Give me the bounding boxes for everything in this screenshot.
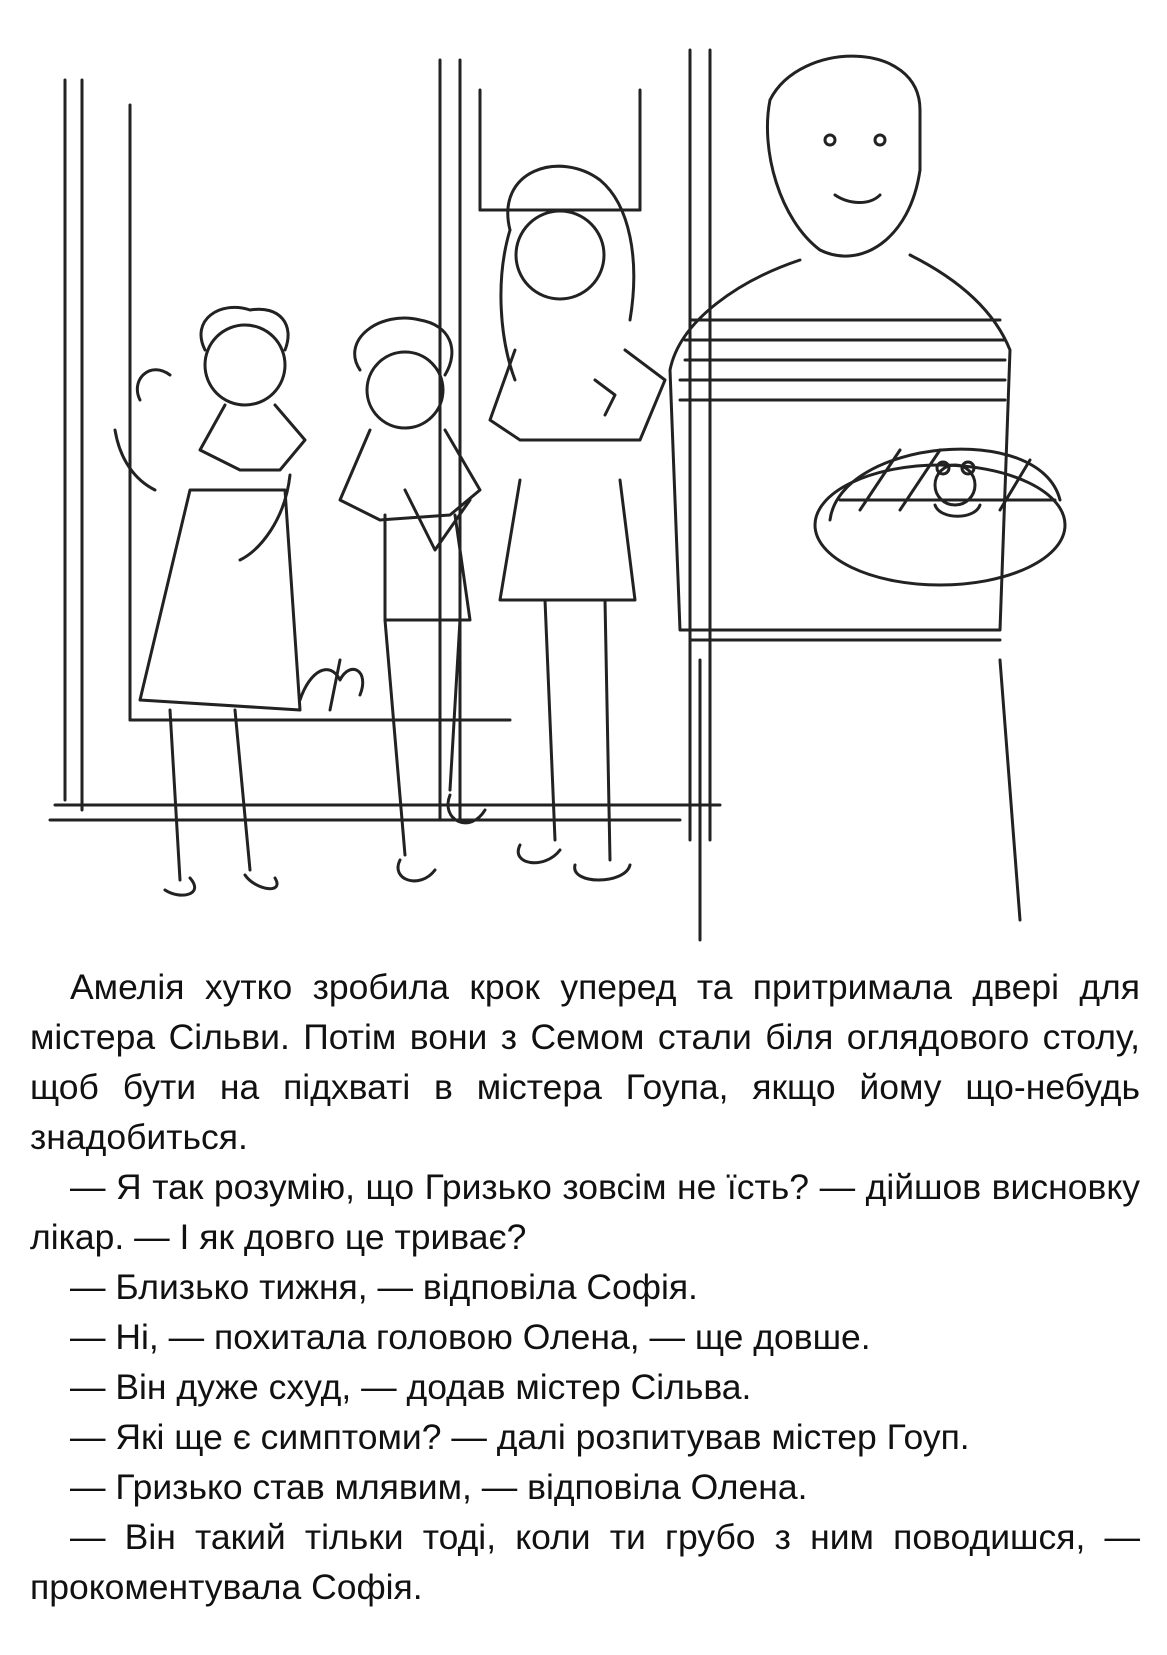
paragraph-5: — Він дуже схуд, — додав містер Сільва.: [70, 1367, 752, 1407]
paragraph-8: — Він такий тільки тоді, коли ти грубо з ним поводишся, — прокоментувала Софія.: [30, 1517, 1140, 1607]
man: [670, 56, 1020, 940]
paragraph-3: — Близько тижня, — відповіла Софія.: [70, 1267, 698, 1307]
story-text: [30, 962, 1140, 1612]
hamster-basket: [815, 449, 1065, 585]
girl-left: [115, 307, 305, 895]
paragraph-6: — Які ще є симптоми? — далі розпитував містер Гоуп.: [70, 1417, 970, 1457]
girl-tall: [490, 166, 665, 880]
paragraph-2: — Я так розумію, що Гризько зовсім не їсть? — дійшов висновку лікар. — І як довго це триває?: [30, 1167, 1140, 1257]
paragraph-4: — Ні, — похитала головою Олена, — ще довше.: [70, 1317, 871, 1357]
paragraph-7: — Гризько став млявим, — відповіла Олена.: [70, 1467, 808, 1507]
illustration-drawing: [40, 20, 1140, 950]
story-illustration: [40, 20, 1140, 950]
girl-middle: [340, 318, 485, 881]
paragraph-1: Амелія хутко зробила крок уперед та притримала двері для містера Сільви. Потім вони з Семом стали біля оглядового столу, щоб бути на підхваті в містера Гоупа, якщо йому що-небудь знадобиться.: [30, 967, 1140, 1157]
